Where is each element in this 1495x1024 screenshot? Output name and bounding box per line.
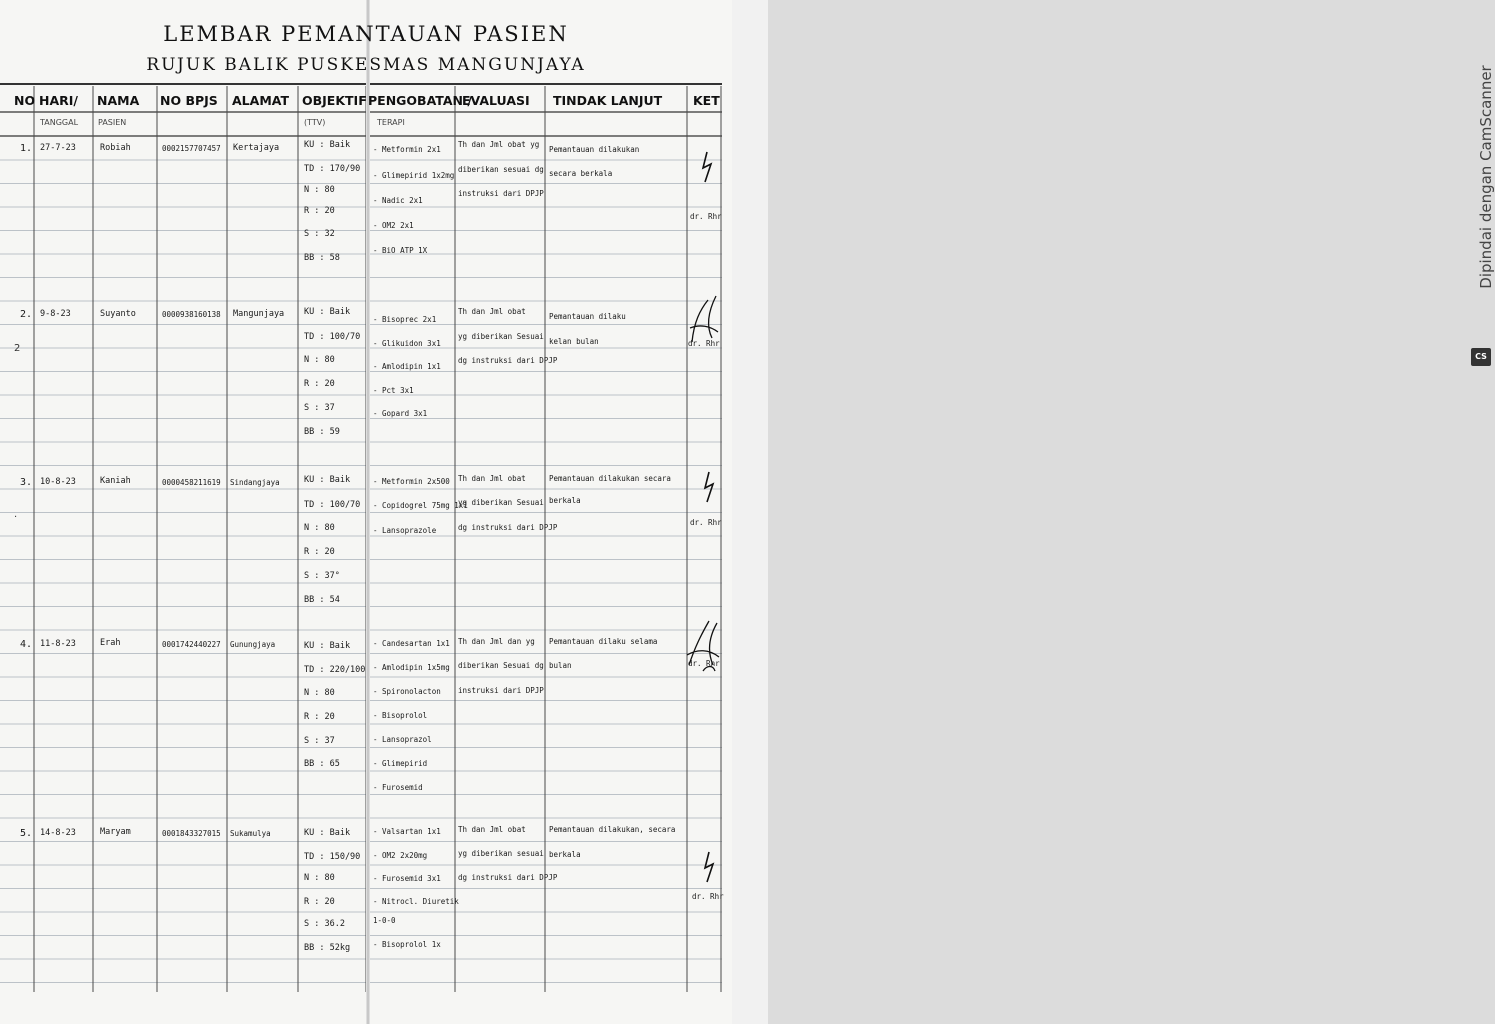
record-vital: R : 20 xyxy=(304,897,335,907)
record-name: Maryam xyxy=(100,827,131,837)
record-therapy: - BiO ATP 1X xyxy=(373,246,428,255)
record-followup: Pemantauan dilaku selama xyxy=(549,637,658,646)
record-vital: TD : 150/90 xyxy=(304,852,361,862)
record-vital: N : 80 xyxy=(304,355,335,365)
record-evaluation: yg diberikan Sesuai xyxy=(458,498,544,507)
record-vital: TD : 100/70 xyxy=(304,332,361,342)
record-name: Robiah xyxy=(100,143,131,153)
record-evaluation: Th dan Jml obat xyxy=(458,307,526,316)
record-therapy: - Furosemid xyxy=(373,783,423,792)
record-followup: berkala xyxy=(549,496,581,505)
record-date: 14-8-23 xyxy=(40,828,76,838)
camscanner-icon: CS xyxy=(1471,348,1491,366)
record-vital: KU : Baik xyxy=(304,475,351,485)
record-vital: TD : 100/70 xyxy=(304,500,361,510)
record-doctor: dr. Rhr xyxy=(688,659,720,668)
record-followup: Pemantauan dilakukan, secara xyxy=(549,825,676,834)
record-vital: N : 80 xyxy=(304,873,335,883)
record-followup: kelan bulan xyxy=(549,337,599,346)
record-followup: Pemantauan dilaku xyxy=(549,312,626,321)
signature-icon xyxy=(697,850,719,884)
record-vital: R : 20 xyxy=(304,712,335,722)
record-vital: KU : Baik xyxy=(304,828,351,838)
record-therapy: - Spironolacton xyxy=(373,687,441,696)
header-nama: NAMA xyxy=(97,93,140,108)
record-vital: N : 80 xyxy=(304,523,335,533)
record-doctor: dr. Rhr xyxy=(688,339,720,348)
record-vital: R : 20 xyxy=(304,379,335,389)
record-bpjs: 0002157707457 xyxy=(162,144,221,153)
record-therapy: - Bisoprec 2x1 xyxy=(373,315,437,324)
record-date: 27-7-23 xyxy=(40,143,76,153)
record-vital: TD : 170/90 xyxy=(304,164,361,174)
record-bpjs: 0000938160138 xyxy=(162,310,221,319)
record-evaluation: yg diberikan Sesuai xyxy=(458,332,544,341)
record-bpjs: 0001742440227 xyxy=(162,640,221,649)
record-doctor: dr. Rhr xyxy=(690,518,722,527)
record-followup: berkala xyxy=(549,850,581,859)
form-title: LEMBAR PEMANTAUAN PASIEN xyxy=(163,22,569,46)
header-pengobatan-sub: TERAPI xyxy=(377,118,405,127)
record-vital: BB : 52kg xyxy=(304,943,351,953)
record-address: Gunungjaya xyxy=(230,640,276,649)
signature-icon xyxy=(697,470,719,504)
record-evaluation: Th dan Jml obat yg xyxy=(458,140,540,149)
record-evaluation: yg diberikan sesuai xyxy=(458,849,544,858)
scanner-strip xyxy=(732,0,1495,1024)
record-followup: secara berkala xyxy=(549,169,613,178)
signature-icon xyxy=(695,150,717,184)
record-vital: KU : Baik xyxy=(304,140,351,150)
record-followup: Pemantauan dilakukan xyxy=(549,145,640,154)
record-vital: S : 37° xyxy=(304,571,340,581)
record-therapy: - Pct 3x1 xyxy=(373,386,414,395)
record-therapy: 1-0-0 xyxy=(373,916,396,925)
record-doctor: dr. Rhr xyxy=(690,212,722,221)
record-therapy: - Lansoprazol xyxy=(373,735,432,744)
record-therapy: - Copidogrel 75mg 1x1 xyxy=(373,501,468,510)
header-pengobatan: PENGOBATAN / xyxy=(368,93,472,108)
page-fold xyxy=(366,0,370,1024)
record-evaluation: dg instruksi dari DPJP xyxy=(458,523,558,532)
record-bpjs: 0000458211619 xyxy=(162,478,221,487)
record-vital: TD : 220/100 xyxy=(304,665,366,675)
header-alamat: ALAMAT xyxy=(232,93,289,108)
record-vital: S : 36.2 xyxy=(304,919,345,929)
record-therapy: - Amlodipin 1x1 xyxy=(373,362,441,371)
record-followup: Pemantauan dilakukan secara xyxy=(549,474,671,483)
record-doctor: dr. Rhr xyxy=(692,892,724,901)
record-bpjs: 0001843327015 xyxy=(162,829,221,838)
record-evaluation: diberikan Sesuai dg xyxy=(458,661,544,670)
header-ket: KET xyxy=(693,93,720,108)
record-evaluation: instruksi dari DPJP xyxy=(458,686,544,695)
record-evaluation: dg instruksi dari DPJP xyxy=(458,873,558,882)
record-no: 5. xyxy=(20,828,33,839)
record-therapy: - Candesartan 1x1 xyxy=(373,639,450,648)
margin-mark: 2 xyxy=(14,343,21,354)
record-followup: bulan xyxy=(549,661,572,670)
header-no: NO xyxy=(14,93,36,108)
record-no: 4. xyxy=(20,639,33,650)
record-name: Kaniah xyxy=(100,476,131,486)
record-date: 9-8-23 xyxy=(40,309,71,319)
record-vital: N : 80 xyxy=(304,688,335,698)
record-name: Suyanto xyxy=(100,309,136,319)
header-hari: HARI/ xyxy=(39,93,78,108)
record-evaluation: diberikan sesuai dg xyxy=(458,165,544,174)
record-vital: BB : 59 xyxy=(304,427,340,437)
record-vital: BB : 54 xyxy=(304,595,340,605)
record-therapy: - OM2 2x20mg xyxy=(373,851,428,860)
record-vital: KU : Baik xyxy=(304,641,351,651)
record-therapy: - Nadic 2x1 xyxy=(373,196,423,205)
record-evaluation: dg instruksi dari DPJP xyxy=(458,356,558,365)
record-no: 2. xyxy=(20,309,33,320)
record-date: 10-8-23 xyxy=(40,477,76,487)
record-therapy: - Glimepirid 1x2mg xyxy=(373,171,455,180)
record-date: 11-8-23 xyxy=(40,639,76,649)
scanned-page xyxy=(0,0,732,1024)
record-therapy: - Metformin 2x500 xyxy=(373,477,450,486)
record-address: Mangunjaya xyxy=(233,309,285,319)
header-hari-sub: TANGGAL xyxy=(40,118,79,127)
form-subtitle: RUJUK BALIK PUSKESMAS MANGUNJAYA xyxy=(146,55,586,75)
record-evaluation: Th dan Jml obat xyxy=(458,825,526,834)
record-therapy: - OM2 2x1 xyxy=(373,221,414,230)
record-no: 3. xyxy=(20,477,33,488)
record-vital: S : 37 xyxy=(304,736,335,746)
record-therapy: - Gopard 3x1 xyxy=(373,409,428,418)
record-vital: R : 20 xyxy=(304,206,335,216)
record-therapy: - Furosemid 3x1 xyxy=(373,874,441,883)
record-vital: R : 20 xyxy=(304,547,335,557)
header-nama-sub: PASIEN xyxy=(98,118,127,127)
record-therapy: - Valsartan 1x1 xyxy=(373,827,441,836)
record-no: 1. xyxy=(20,143,33,154)
record-therapy: - Nitrocl. Diuretik xyxy=(373,897,459,906)
record-vital: N : 80 xyxy=(304,185,335,195)
record-therapy: - Bisoprolol xyxy=(373,711,428,720)
header-evaluasi: EVALUASI xyxy=(462,93,530,108)
header-bpjs: NO BPJS xyxy=(160,93,218,108)
record-vital: S : 37 xyxy=(304,403,335,413)
record-address: Sindangjaya xyxy=(230,478,280,487)
record-vital: BB : 58 xyxy=(304,253,340,263)
record-therapy: - Bisoprolol 1x xyxy=(373,940,441,949)
record-vital: S : 32 xyxy=(304,229,335,239)
record-therapy: - Amlodipin 1x5mg xyxy=(373,663,450,672)
record-therapy: - Lansoprazole xyxy=(373,526,437,535)
record-vital: BB : 65 xyxy=(304,759,340,769)
header-objektif: OBJEKTIF xyxy=(302,93,367,108)
record-address: Sukamulya xyxy=(230,829,271,838)
record-address: Kertajaya xyxy=(233,143,280,153)
record-therapy: - Metformin 2x1 xyxy=(373,145,441,154)
record-evaluation: instruksi dari DPJP xyxy=(458,189,544,198)
record-vital: KU : Baik xyxy=(304,307,351,317)
record-evaluation: Th dan Jml obat xyxy=(458,474,526,483)
scanner-watermark: Dipindai dengan CamScanner xyxy=(1477,65,1495,289)
record-therapy: - Glikuidon 3x1 xyxy=(373,339,441,348)
record-therapy: - Glimepirid xyxy=(373,759,428,768)
record-name: Erah xyxy=(100,638,121,648)
header-objektif-sub: (TTV) xyxy=(304,118,326,127)
margin-mark: · xyxy=(14,512,18,523)
header-tindak-lanjut: TINDAK LANJUT xyxy=(553,93,663,108)
record-evaluation: Th dan Jml dan yg xyxy=(458,637,535,646)
